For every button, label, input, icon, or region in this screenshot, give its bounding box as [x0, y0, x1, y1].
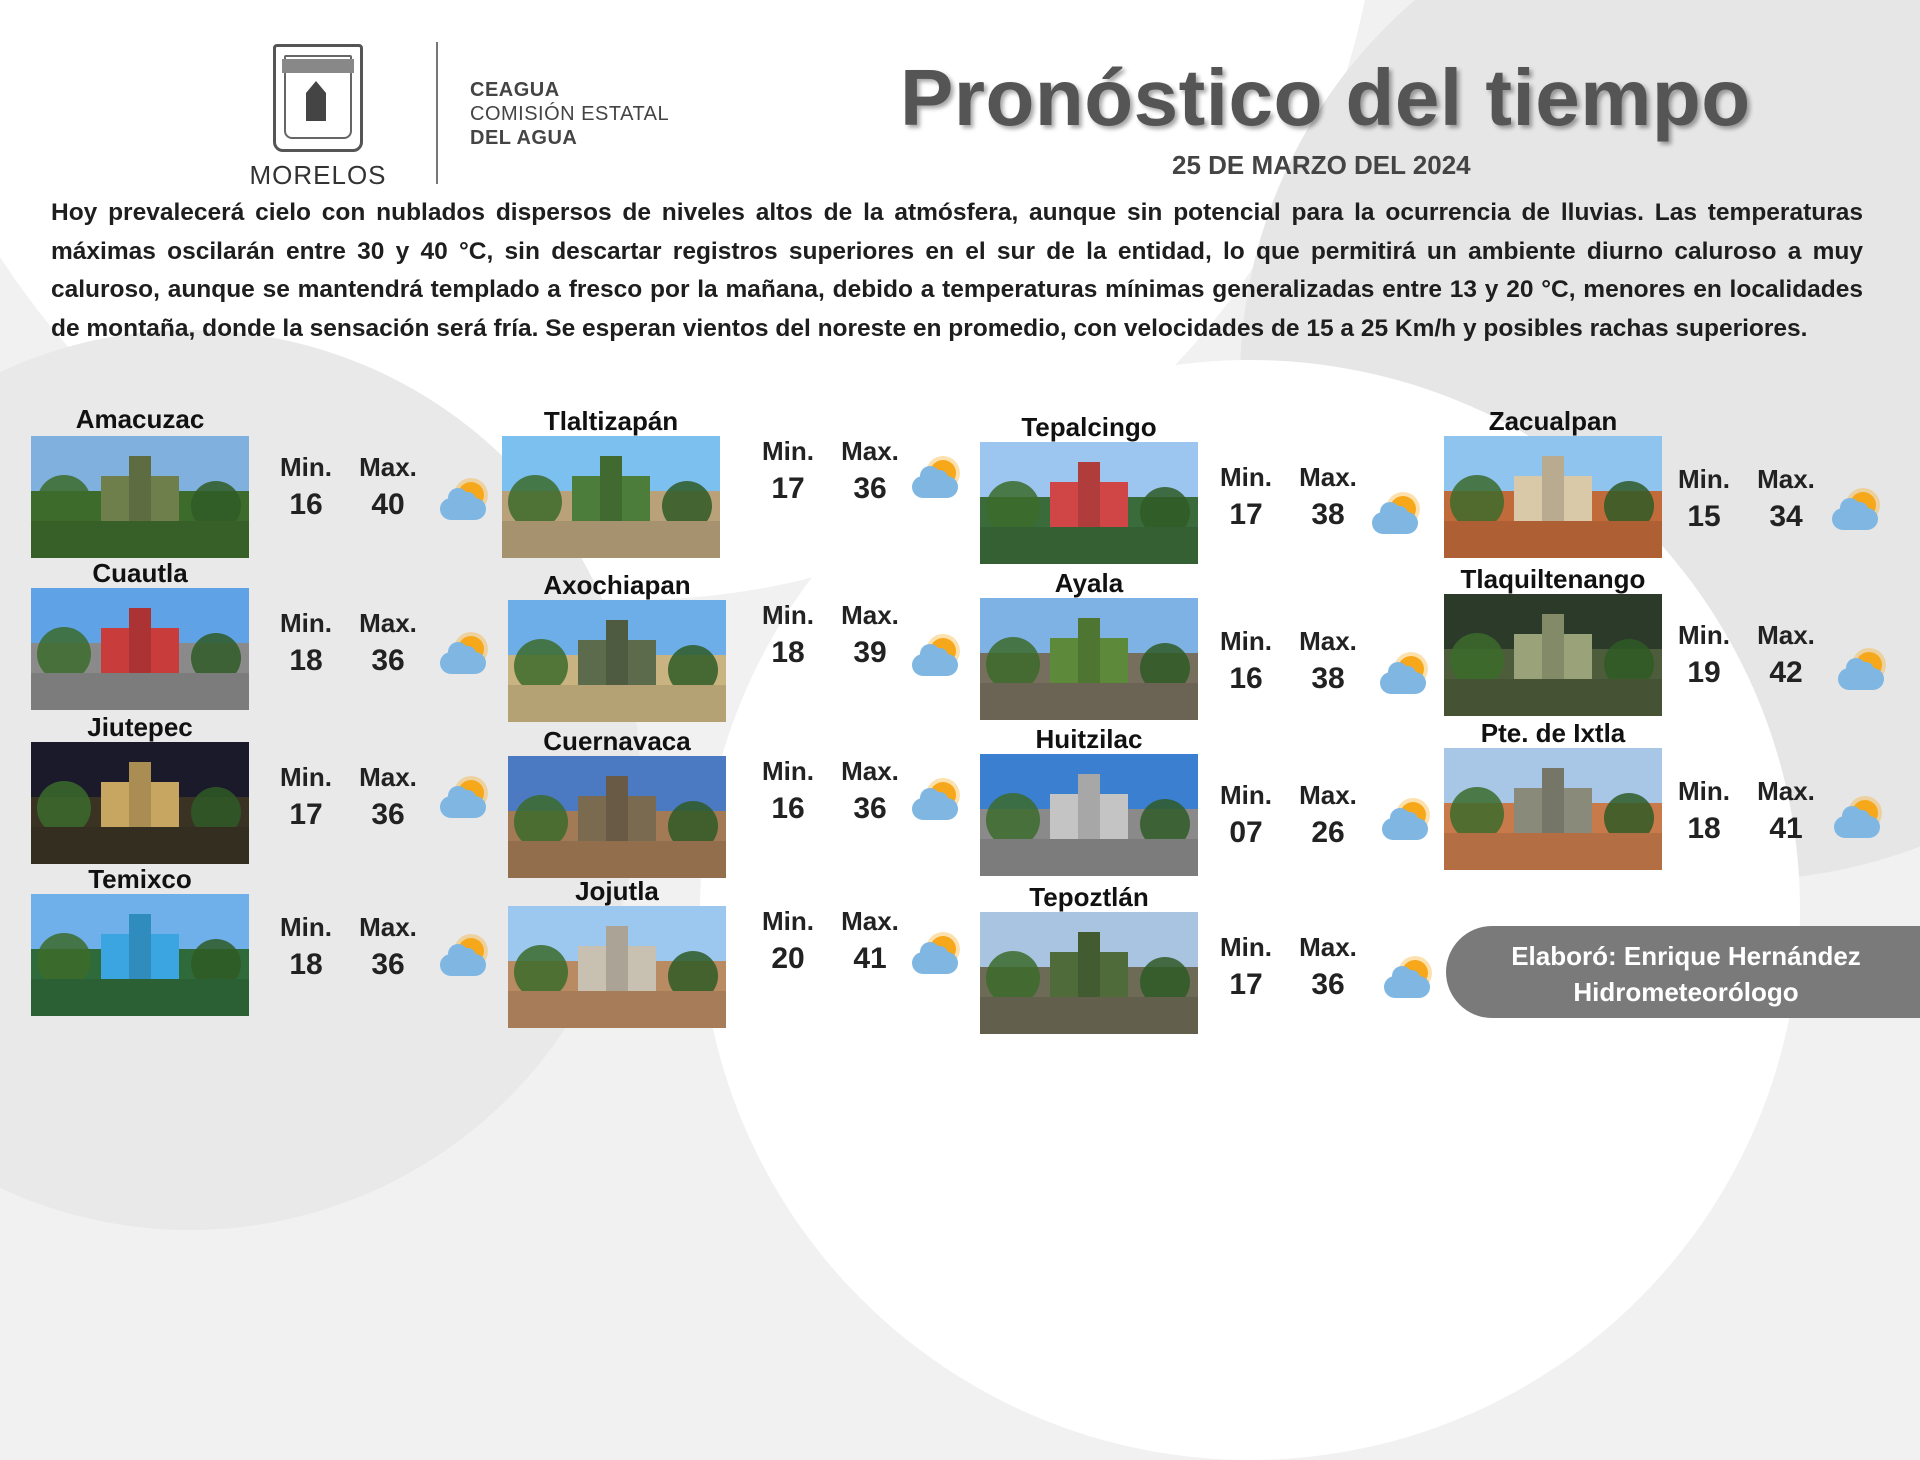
partly-cloudy-icon [1834, 800, 1884, 842]
city-name: Tlaquiltenango [1460, 564, 1646, 594]
min-label: Min. [280, 762, 332, 792]
max-label: Max. [841, 756, 899, 786]
forecast-date: 25 DE MARZO DEL 2024 [1172, 150, 1471, 180]
min-label: Min. [1220, 626, 1272, 656]
max-label: Max. [1299, 462, 1357, 492]
partly-cloudy-icon [440, 780, 490, 822]
city-name: Huitzilac [1035, 724, 1143, 754]
city-photo [980, 598, 1198, 720]
partly-cloudy-icon [912, 782, 962, 824]
city-name: Jojutla [575, 876, 659, 906]
city-name: Temixco [88, 864, 192, 894]
max-temperature: 39 [853, 636, 887, 669]
max-temperature: 41 [853, 942, 887, 975]
min-temperature: 20 [771, 942, 805, 975]
max-temperature: 36 [1311, 968, 1345, 1001]
min-temperature: 18 [1687, 812, 1721, 845]
city-photo [1444, 436, 1662, 558]
min-label: Min. [1220, 932, 1272, 962]
city-name: Zacualpan [1488, 406, 1618, 436]
min-temperature: 18 [289, 644, 323, 677]
min-temperature: 15 [1687, 500, 1721, 533]
partly-cloudy-icon [1372, 496, 1422, 538]
org-line-3: DEL AGUA [470, 127, 578, 149]
partly-cloudy-icon [440, 938, 490, 980]
max-temperature: 36 [371, 798, 405, 831]
max-temperature: 34 [1769, 500, 1803, 533]
min-temperature: 16 [771, 792, 805, 825]
city-photo [980, 754, 1198, 876]
min-label: Min. [280, 452, 332, 482]
city-photo [31, 894, 249, 1016]
min-label: Min. [280, 912, 332, 942]
page-title: Pronóstico del tiempo [900, 53, 1751, 142]
credit-badge [1446, 926, 1920, 1018]
partly-cloudy-icon [1384, 960, 1434, 1002]
city-name: Pte. de Ixtla [1480, 718, 1626, 748]
city-name: Cuernavaca [543, 726, 691, 756]
min-temperature: 19 [1687, 656, 1721, 689]
city-name: Axochiapan [543, 570, 691, 600]
partly-cloudy-icon [1838, 652, 1888, 694]
city-name: Amacuzac [75, 404, 205, 434]
city-photo [980, 912, 1198, 1034]
min-label: Min. [762, 436, 814, 466]
city-photo [508, 906, 726, 1028]
city-photo [1444, 748, 1662, 870]
min-label: Min. [1220, 462, 1272, 492]
city-name: Ayala [1054, 568, 1124, 598]
max-temperature: 41 [1769, 812, 1803, 845]
city-name: Tlaltizapán [543, 406, 679, 436]
credit-author: Elaboró: Enrique Hernández [1511, 941, 1861, 971]
max-label: Max. [1299, 932, 1357, 962]
max-temperature: 36 [853, 792, 887, 825]
coat-of-arms-icon [273, 44, 363, 152]
min-label: Min. [1678, 776, 1730, 806]
min-label: Min. [1678, 464, 1730, 494]
forecast-summary: Hoy prevalecerá cielo con nublados dispersos de niveles altos de la atmósfera, aunque sin potencial para la ocurrencia de lluvias. Las temperaturas máximas oscilarán entre 30 y 40 °C, sin descartar registros superiores en el sur de la entidad, lo que permitirá un ambiente diurno caluroso a muy caluroso, aunque se mantendrá templado a fresco por la mañana, debido a temperaturas mínimas generalizadas entre 13 y 20 °C, menores en localidades de montaña, donde la sensación será fría. Se esperan vientos del noreste en promedio, con velocidades de 15 a 25 Km/h y posibles rachas superiores. [51, 199, 1863, 342]
partly-cloudy-icon [440, 636, 490, 678]
city-photo [31, 436, 249, 558]
partly-cloudy-icon [912, 460, 962, 502]
partly-cloudy-icon [440, 482, 490, 524]
min-temperature: 07 [1229, 816, 1263, 849]
max-label: Max. [359, 608, 417, 638]
city-name: Jiutepec [87, 712, 193, 742]
max-label: Max. [1757, 464, 1815, 494]
max-label: Max. [359, 912, 417, 942]
max-temperature: 36 [371, 644, 405, 677]
max-label: Max. [1299, 626, 1357, 656]
min-label: Min. [1678, 620, 1730, 650]
max-temperature: 42 [1769, 656, 1803, 689]
city-photo [1444, 594, 1662, 716]
min-temperature: 17 [1229, 968, 1263, 1001]
max-label: Max. [841, 600, 899, 630]
city-photo [980, 442, 1198, 564]
partly-cloudy-icon [912, 936, 962, 978]
brand-name: MORELOS [249, 160, 387, 190]
city-photo [502, 436, 720, 558]
max-temperature: 36 [853, 472, 887, 505]
city-photo [508, 600, 726, 722]
partly-cloudy-icon [1380, 656, 1430, 698]
min-temperature: 17 [289, 798, 323, 831]
max-label: Max. [1757, 776, 1815, 806]
min-temperature: 16 [289, 488, 323, 521]
organization-name [470, 78, 669, 150]
city-photo [31, 588, 249, 710]
min-label: Min. [762, 756, 814, 786]
max-label: Max. [359, 762, 417, 792]
org-line-1: CEAGUA [470, 79, 560, 101]
max-label: Max. [359, 452, 417, 482]
min-label: Min. [280, 608, 332, 638]
credit-role: Hidrometeorólogo [1573, 977, 1799, 1007]
max-temperature: 36 [371, 948, 405, 981]
morelos-logo [248, 44, 388, 191]
max-temperature: 40 [371, 488, 405, 521]
city-name: Cuautla [92, 558, 188, 588]
partly-cloudy-icon [912, 638, 962, 680]
max-label: Max. [1299, 780, 1357, 810]
city-photo [31, 742, 249, 864]
min-temperature: 16 [1229, 662, 1263, 695]
max-temperature: 38 [1311, 498, 1345, 531]
max-label: Max. [1757, 620, 1815, 650]
max-label: Max. [841, 436, 899, 466]
partly-cloudy-icon [1382, 802, 1432, 844]
city-photo [508, 756, 726, 878]
min-temperature: 17 [1229, 498, 1263, 531]
max-temperature: 38 [1311, 662, 1345, 695]
header-divider [436, 42, 438, 184]
min-temperature: 18 [289, 948, 323, 981]
max-label: Max. [841, 906, 899, 936]
org-line-2: COMISIÓN ESTATAL [470, 103, 670, 125]
city-name: Tepalcingo [1021, 412, 1157, 442]
min-label: Min. [1220, 780, 1272, 810]
city-name: Tepoztlán [1029, 882, 1149, 912]
min-label: Min. [762, 600, 814, 630]
min-temperature: 17 [771, 472, 805, 505]
min-temperature: 18 [771, 636, 805, 669]
min-label: Min. [762, 906, 814, 936]
max-temperature: 26 [1311, 816, 1345, 849]
partly-cloudy-icon [1832, 492, 1882, 534]
